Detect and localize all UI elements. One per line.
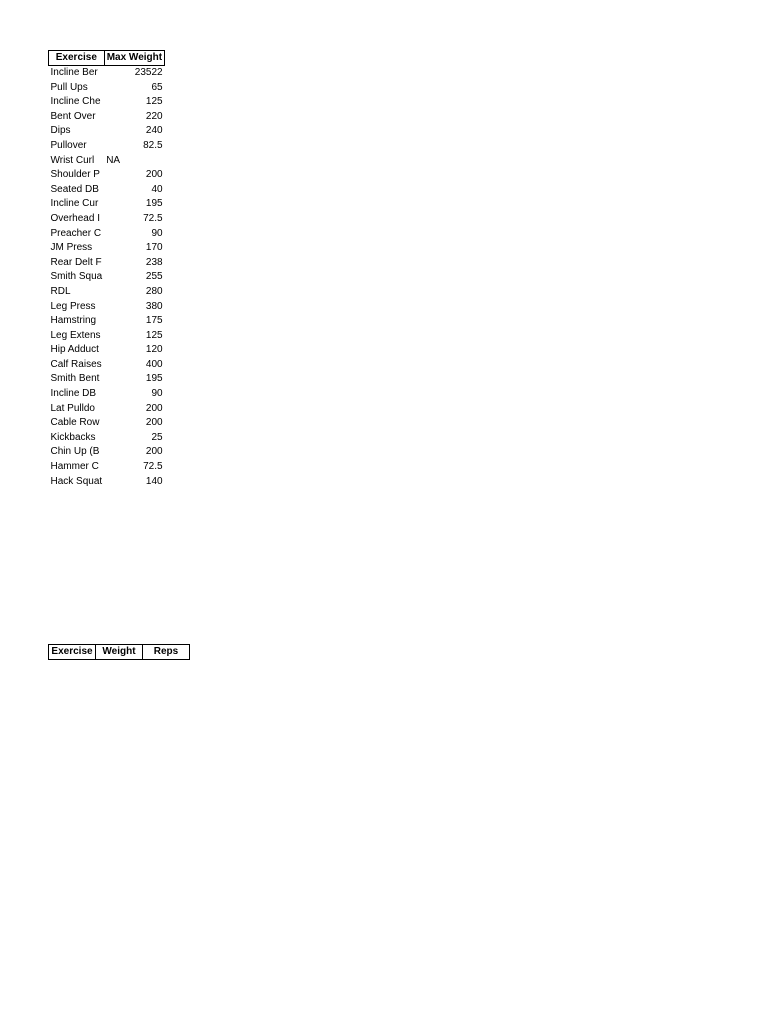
header-max-weight[interactable]: Max Weight — [104, 51, 164, 66]
table-row — [49, 197, 165, 212]
table-row — [49, 81, 165, 96]
max-weight-cell[interactable]: 220 — [145, 110, 163, 122]
table-row — [49, 256, 165, 271]
header-exercise[interactable]: Exercise — [49, 51, 105, 66]
table-row — [49, 416, 165, 431]
exercise-cell[interactable]: Smith Bent — [50, 373, 100, 385]
max-weight-cell[interactable]: 240 — [145, 125, 163, 137]
exercise-cell[interactable]: Shoulder P — [50, 169, 100, 181]
header-log-weight[interactable]: Weight — [96, 645, 143, 660]
max-weight-cell[interactable]: 90 — [151, 388, 163, 400]
table-row — [49, 358, 165, 373]
exercise-cell[interactable]: Hamstring — [50, 315, 97, 327]
exercise-cell[interactable]: Incline Ber — [50, 67, 98, 78]
max-weight-cell[interactable]: 23522 — [134, 67, 163, 78]
table-row — [49, 460, 165, 475]
exercise-cell[interactable]: Kickbacks — [50, 431, 96, 443]
table-row — [49, 139, 165, 154]
max-weight-cell[interactable]: 195 — [145, 373, 163, 385]
max-weight-cell[interactable]: 40 — [151, 183, 163, 195]
max-weight-header-row — [49, 51, 165, 66]
table-row — [49, 285, 165, 300]
exercise-cell[interactable]: Overhead I — [50, 212, 100, 224]
exercise-cell[interactable]: Leg Extens — [50, 329, 101, 341]
table-row — [49, 475, 165, 490]
max-weight-cell[interactable]: 255 — [145, 271, 163, 283]
exercise-cell[interactable]: Bent Over — [50, 110, 96, 122]
max-weight-table — [48, 50, 165, 489]
max-weight-cell[interactable]: 280 — [145, 285, 163, 297]
max-weight-cell[interactable]: 195 — [145, 198, 163, 210]
table-row — [49, 183, 165, 198]
max-weight-cell[interactable]: 175 — [145, 315, 163, 327]
exercise-cell[interactable]: Pullover — [50, 139, 87, 151]
header-log-exercise[interactable]: Exercise — [49, 645, 96, 660]
table-row — [49, 300, 165, 315]
max-weight-cell[interactable]: 238 — [145, 256, 163, 268]
exercise-cell[interactable]: Incline Che — [50, 96, 101, 108]
max-weight-cell[interactable]: 200 — [145, 402, 163, 414]
table-row — [49, 314, 165, 329]
exercise-cell[interactable]: Incline DB — [50, 388, 97, 400]
table-row — [49, 372, 165, 387]
exercise-cell[interactable]: Cable Row — [50, 417, 100, 429]
max-weight-cell[interactable]: 120 — [145, 344, 163, 356]
max-weight-cell[interactable]: 72.5 — [143, 212, 163, 224]
max-weight-cell[interactable]: 380 — [145, 300, 163, 312]
table-row — [49, 387, 165, 402]
exercise-cell[interactable]: Dips — [50, 125, 71, 137]
exercise-cell[interactable]: Hack Squat — [50, 475, 103, 487]
table-row — [49, 110, 165, 125]
table-row — [49, 445, 165, 460]
workout-log-table — [48, 644, 190, 660]
max-weight-cell[interactable]: 65 — [151, 81, 163, 93]
max-weight-cell[interactable]: 25 — [151, 431, 163, 443]
exercise-cell[interactable]: RDL — [50, 285, 71, 297]
table-row — [49, 402, 165, 417]
exercise-cell[interactable]: Preacher C — [50, 227, 102, 239]
exercise-cell[interactable]: Lat Pulldo — [50, 402, 95, 414]
max-weight-cell[interactable]: 125 — [145, 96, 163, 108]
exercise-cell[interactable]: JM Press — [50, 242, 93, 254]
table-row — [49, 66, 165, 81]
exercise-cell[interactable]: Rear Delt F — [50, 256, 102, 268]
max-weight-cell[interactable]: 125 — [145, 329, 163, 341]
exercise-cell[interactable]: Seated DB — [50, 183, 99, 195]
max-weight-cell[interactable]: 140 — [145, 475, 163, 487]
exercise-cell[interactable]: Incline Cur — [50, 198, 99, 210]
table-row — [49, 124, 165, 139]
max-weight-cell[interactable]: 82.5 — [143, 139, 163, 151]
exercise-cell[interactable]: Chin Up (B — [50, 446, 100, 458]
exercise-cell[interactable]: Pull Ups — [50, 81, 88, 93]
max-weight-rows — [49, 66, 165, 490]
exercise-cell[interactable]: Leg Press — [50, 300, 96, 312]
table-row — [49, 154, 165, 169]
max-weight-cell[interactable]: 200 — [145, 417, 163, 429]
exercise-cell[interactable]: Hip Adduct — [50, 344, 99, 356]
table-row — [49, 241, 165, 256]
table-row — [49, 227, 165, 242]
table-row — [49, 95, 165, 110]
workout-log-header-row — [49, 645, 190, 660]
max-weight-cell[interactable]: 200 — [145, 169, 163, 181]
max-weight-cell[interactable]: 90 — [151, 227, 163, 239]
max-weight-cell[interactable]: 400 — [145, 358, 163, 370]
exercise-cell[interactable]: Calf Raises — [50, 358, 102, 370]
exercise-cell[interactable]: Wrist Curl — [50, 154, 95, 166]
table-row — [49, 212, 165, 227]
table-row — [49, 270, 165, 285]
max-weight-cell[interactable]: NA — [106, 154, 121, 166]
max-weight-cell[interactable]: 170 — [145, 242, 163, 254]
table-row — [49, 431, 165, 446]
table-row — [49, 329, 165, 344]
header-log-reps[interactable]: Reps — [143, 645, 190, 660]
table-row — [49, 168, 165, 183]
max-weight-cell[interactable]: 200 — [145, 446, 163, 458]
exercise-cell[interactable]: Smith Squa — [50, 271, 103, 283]
exercise-cell[interactable]: Hammer C — [50, 461, 99, 473]
max-weight-cell[interactable]: 72.5 — [143, 461, 163, 473]
table-row — [49, 343, 165, 358]
